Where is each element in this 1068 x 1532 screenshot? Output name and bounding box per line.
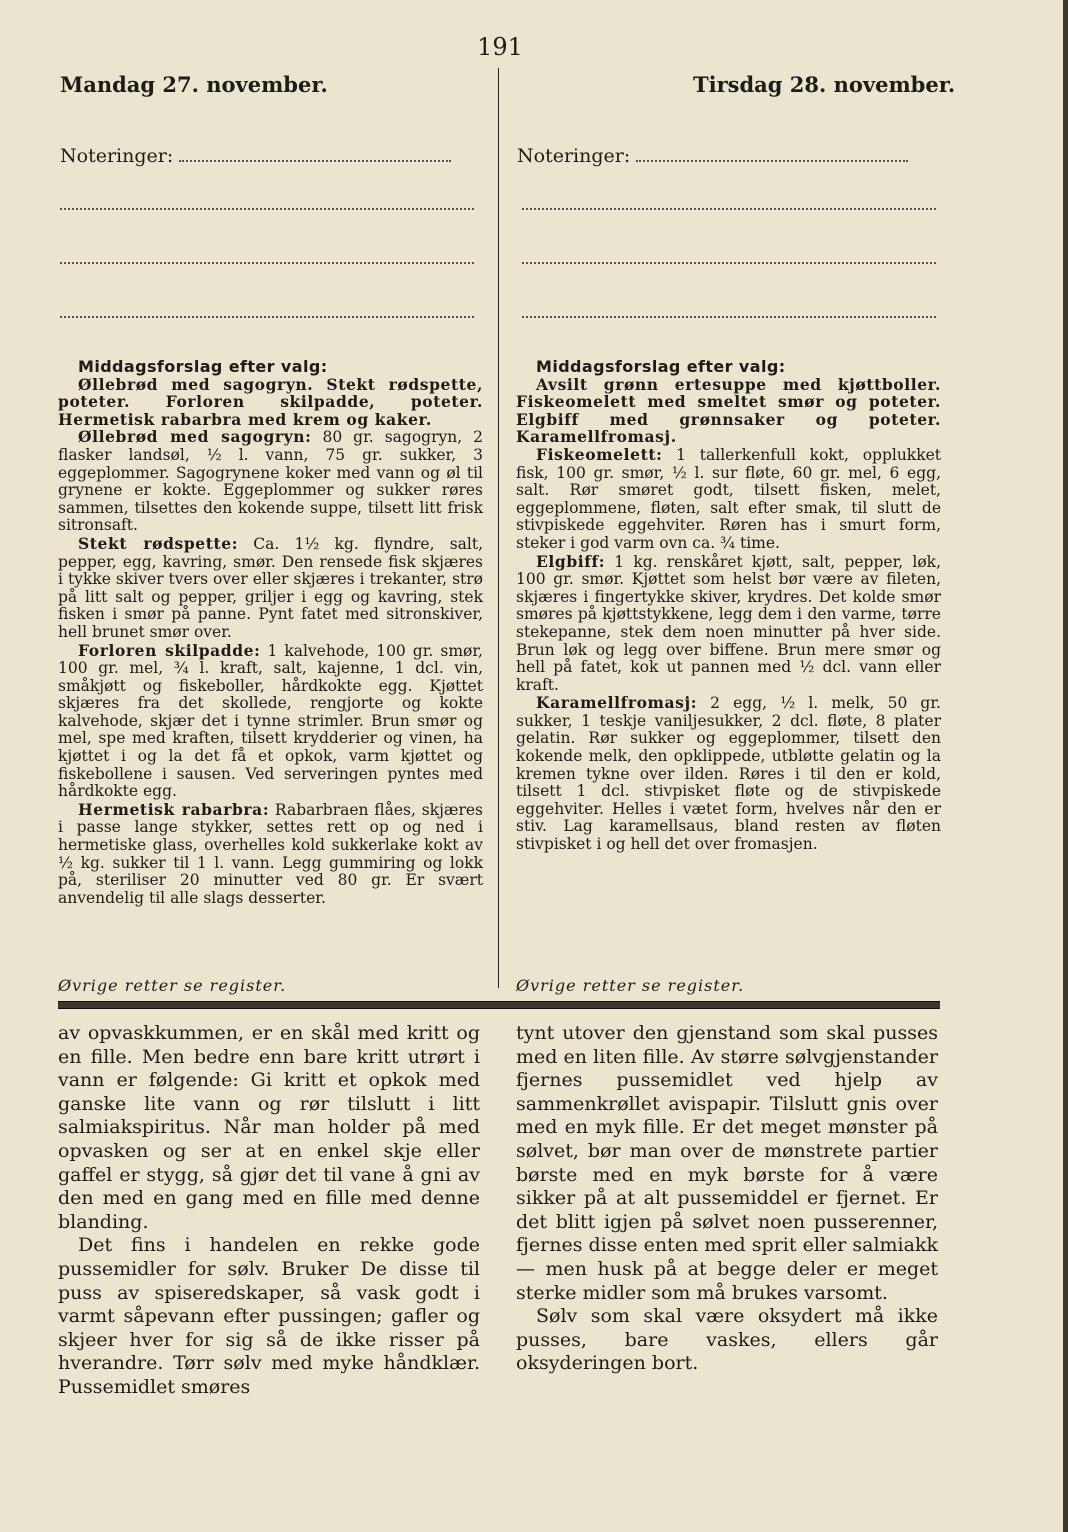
article-paragraph: av opvaskkummen, er en skål med kritt og en fille. Men bedre enn bare kritt utrørt i vann er følgende: Gi kritt et opkok med ganske lite vann og rør tilslutt i litt salmiakspiritus. Når man holder på med opvasken og ser at en enkel skje eller gaffel er stygg, så gjør det til vane å gni av den med en gang med en fille med denne blanding. — [58, 1022, 480, 1233]
article-paragraph: Sølv som skal være oksydert må ikke pusses, bare vaskes, ellers går oksyderingen bort. — [516, 1305, 938, 1375]
right-notes-dots — [636, 145, 908, 162]
recipe-text: 2 egg, ½ l. melk, 50 gr. sukker, 1 teskje vaniljesukker, 2 dcl. fløte, 8 plater gelatin. Rør sukker og eggeplommer, tilsett den kokende melk, den opklippede, utbløtte gelatin og la kremen tykne over ilden. Røres i til den er kold, tilsett 1 dcl. stivpisket fløte og de stivpiskede eggehviter. Helles i vætet form, hvelves når den er stiv. Lag karamellsaus, bland resten av fløten stivpisket i og hell det over fromasjen. — [516, 694, 941, 854]
recipe-text: 1 kalvehode, 100 gr. smør, 100 gr. mel, ¾ l. kraft, salt, kajenne, 1 dcl. vin, småkjøtt og fiskeboller, hårdkokte egg. Kjøttet skjæres fra det skollede, rengjorte og kokte kalvehode, skjær det i tynne strimler. Brun smør og mel, spe med kraften, tilsett krydderier og vinen, ha kjøttet i og la det få et opkok, varm kjøttet og fiskebollene i sausen. Ved serveringen pyntes med hårdkokte egg. — [58, 641, 483, 801]
left-day-title: Mandag 27. november. — [60, 72, 328, 97]
article-paragraph: tynt utover den gjenstand som skal pusses med en liten fille. Av større sølvgjenstander fjernes pussemidlet ved hjelp av sammenkrøllet avispapir. Tilslutt gnis over med en myk fille. Er det meget mønster på sølvet, bør man over de mønstrete partier børste med en myk børste for å være sikker på at alt pussemiddel er fjernet. Er det blitt igjen på sølvet noen pusserenner, fjernes disse enten med sprit eller salmiakk — men husk på at begge deler er meget sterke midler som må brukes varsomt. — [516, 1022, 938, 1304]
recipe — [516, 553, 941, 695]
page-edge — [1063, 0, 1068, 1532]
right-notes-line — [522, 316, 936, 318]
left-menu-heading: Middagsforslag efter valg: — [78, 357, 328, 376]
right-menu-heading: Middagsforslag efter valg: — [536, 357, 786, 376]
recipe-title: Stekt rødspette: — [78, 533, 239, 553]
recipe — [58, 535, 483, 642]
recipe-text: Ca. 1½ kg. flyndre, salt, pepper, egg, kavring, smør. Den rensede fisk skjæres i tykke skiver tvers over eller skjæres i trekanter, strø på litt salt og pepper, griljer i egg og kavring, stek fisken i smør på panne. Pynt fatet med sitronskiver, hell brunet smør over. — [58, 534, 484, 641]
column-divider — [498, 68, 499, 988]
left-notes-dots — [179, 145, 451, 162]
left-notes-line — [60, 316, 474, 318]
right-menu — [516, 358, 941, 854]
recipe-title: Hermetisk rabarbra: — [78, 799, 270, 819]
left-menu — [58, 358, 483, 907]
recipe-title: Forloren skilpadde: — [78, 640, 261, 660]
left-notes — [60, 145, 451, 167]
left-register-note: Øvrige retter se register. — [58, 976, 287, 995]
recipe-text: Rabarbraen flåes, skjæres i passe lange stykker, settes rett op og ned i hermetiske glass, overhelles kold sukkerlake kokt av ½ kg. sukker til 1 l. vann. Legg gummiring og lokk på, steriliser 20 minutter ved 80 gr. Er svært anvendelig til alle slags desserter. — [58, 800, 483, 907]
recipe — [516, 446, 941, 553]
right-notes — [517, 145, 908, 167]
left-notes-label: Noteringer: — [60, 145, 174, 167]
article-right-column — [516, 1022, 938, 1376]
recipe — [58, 428, 483, 535]
recipe-text: 1 tallerkenfull kokt, opplukket fisk, 100 gr. smør, ½ l. sur fløte, 60 gr. mel, 6 egg, salt. Rør smøret godt, tilsett fisken, melet, eggeplommene, fløten, salt efter smak, til slutt de stivpiskede eggehviter. Røren has i smurt form, steker i god varm ovn ca. ¾ time. — [516, 445, 941, 552]
left-notes-line — [60, 262, 474, 264]
right-notes-line — [522, 208, 936, 210]
section-separator — [58, 1001, 940, 1009]
recipe-title: Fiskeomelett: — [536, 444, 663, 464]
left-notes-line — [60, 208, 474, 210]
left-menu-intro: Øllebrød med sagogryn. Stekt rødspette, poteter. Forloren skilpadde, poteter. Hermetisk rabarbra med krem og kaker. — [58, 374, 483, 429]
recipe-text: 1 kg. renskåret kjøtt, salt, pepper, løk, 100 gr. smør. Kjøttet som helst bør være av fileten, skjæres i fingertykke skiver, krydres. Det kolde smør smøres på kjøttstykkene, legg dem i den varme, tørre stekepanne, stek dem noen minutter på hver side. Brun løk og legg over biffene. Brun mere smør og hell på fatet, kok ut pannen med ½ dcl. vann eller kraft. — [516, 552, 941, 694]
recipe-text: 80 gr. sagogryn, 2 flasker landsøl, ½ l. vann, 75 gr. sukker, 3 eggeplommer. Sagogrynene koker med vann og øl til grynene er kokte. Eggeplommer og sukker røres sammen, tilsettes den kokende suppe, tilsett litt frisk sitronsaft. — [58, 428, 483, 535]
right-register-note: Øvrige retter se register. — [516, 976, 745, 995]
right-menu-intro: Avsilt grønn ertesuppe med kjøttboller. Fiskeomelett med smeltet smør og poteter. Elgbiff med grønnsaker og poteter. Karamellfromasj. — [516, 374, 941, 447]
page-number: 191 — [477, 33, 523, 61]
recipe-title: Elgbiff: — [536, 551, 606, 571]
article-paragraph: Det fins i handelen en rekke gode pussemidler for sølv. Bruker De disse til puss av spiseredskaper, så vask godt i varmt såpevann efter pussingen; gafler og skjeer hver for sig så de ikke risser på hverandre. Tørr sølv med myke håndklær. Pussemidlet smøres — [58, 1234, 480, 1398]
recipe-title: Karamellfromasj: — [536, 693, 698, 713]
article-left-column — [58, 1022, 480, 1400]
recipe — [58, 642, 483, 801]
right-day-title: Tirsdag 28. november. — [693, 72, 956, 97]
recipe-title: Øllebrød med sagogryn: — [78, 427, 312, 447]
recipe — [58, 801, 483, 908]
right-notes-label: Noteringer: — [517, 145, 631, 167]
right-notes-line — [522, 262, 936, 264]
recipe — [516, 694, 941, 853]
